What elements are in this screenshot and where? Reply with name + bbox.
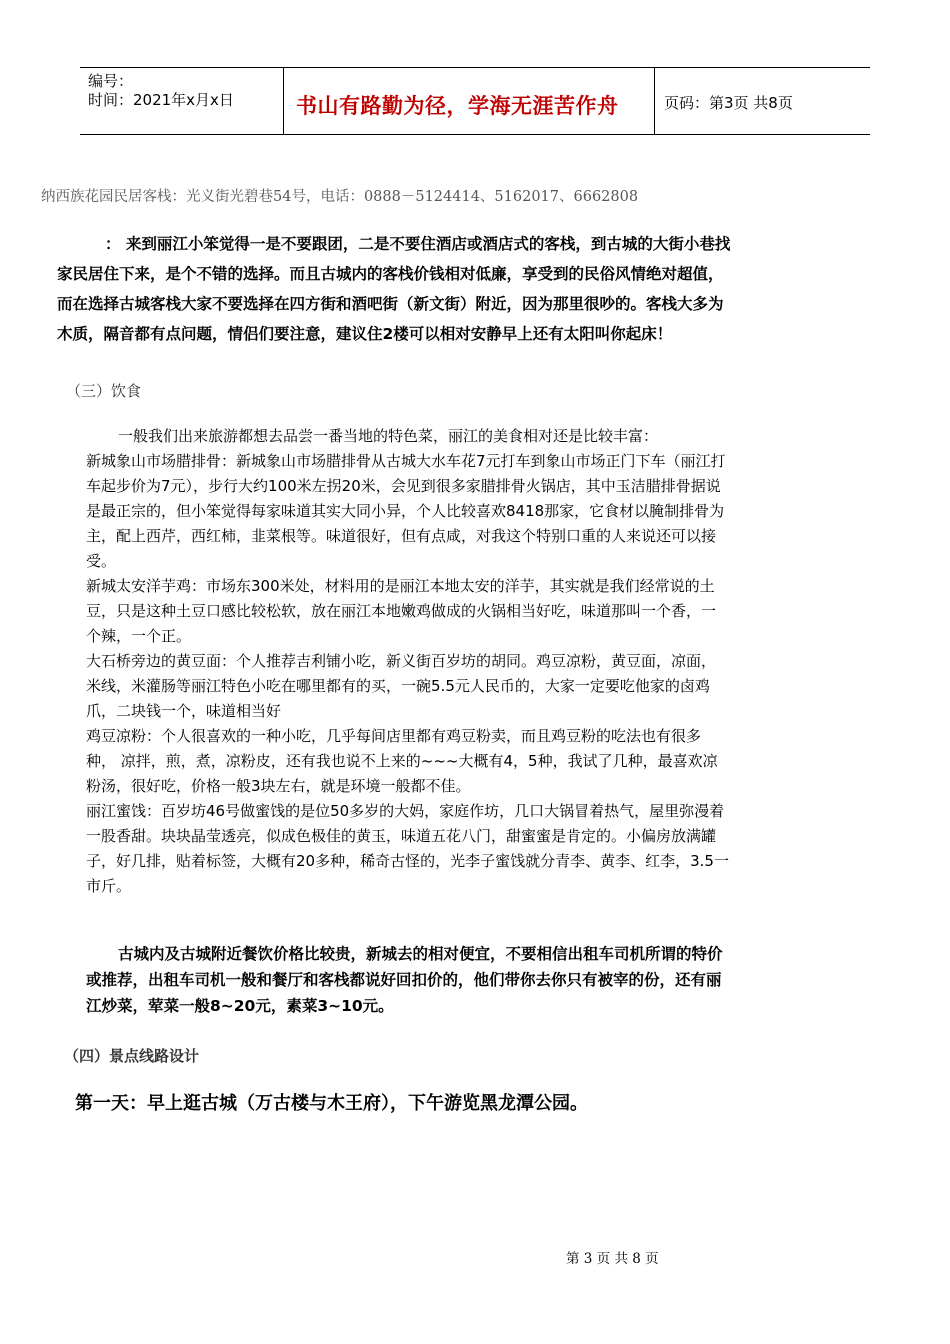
header-number-label: 编号： <box>88 72 134 90</box>
header-divider-right <box>654 67 655 135</box>
header-top-border <box>80 67 870 68</box>
page-footer: 第 3 页 共 8 页 <box>566 1251 659 1267</box>
food-item-jidouliangfen: 鸡豆凉粉：个人很喜欢的一种小吃，几乎每间店里都有鸡豆粉卖，而且鸡豆粉的吃法也有很多种， 凉拌，煎，煮，凉粉皮，还有我也说不上来的~~~大概有4，5种，我试了几种，最喜欢凉粉汤，很好吃，价格一般3块左右，就是环境一般都不佳。 <box>86 727 718 795</box>
food-item-mijian: 丽江蜜饯：百岁坊46号做蜜饯的是位50多岁的大妈，家庭作坊，几口大锅冒着热气，屋里弥漫着一股香甜。块块晶莹透亮，似成色极佳的黄玉，味道五花八门，甜蜜蜜是肯定的。小偏房放满罐子，好几排，贴着标签，大概有20多种，稀奇古怪的，光李子蜜饯就分青李、黄李、红李，3.5一市斤。 <box>86 802 729 895</box>
header-divider-left <box>283 67 284 135</box>
food-item-yangyuji: 新城太安洋芋鸡：市场东300米处，材料用的是丽江本地太安的洋芋，其实就是我们经常说的土豆，只是这种土豆口感比较松软，放在丽江本地嫩鸡做成的火锅相当好吃，味道那叫一个香，一个辣，一个正。 <box>86 577 717 645</box>
food-section <box>86 424 730 899</box>
food-item-lapaigu: 新城象山市场腊排骨：新城象山市场腊排骨从古城大水车花7元打车到象山市场正门下车（丽江打车起步价为7元），步行大约100米左拐20米，会见到很多家腊排骨火锅店，其中玉洁腊排骨据说是最正宗的，但小笨觉得每家味道其实大同小异，个人比较喜欢8418那家，它食材以腌制排骨为主，配上西芹，西红柿，韭菜根等。味道很好，但有点咸，对我这个特别口重的人来说还可以接受。 <box>86 452 726 570</box>
header-bottom-border <box>80 134 870 135</box>
dining-price-advice: 古城内及古城附近餐饮价格比较贵，新城去的相对便宜，不要相信出租车司机所谓的特价或推荐，出租车司机一般和餐厅和客栈都说好回扣价的，他们带你去你只有被宰的份，还有丽江炒菜，荤菜一般8~20元，素菜3~10元。 <box>86 945 723 1015</box>
address-line: 纳西族花园民居客栈：光义街光碧巷54号，电话：0888－5124414、5162017、6662808 <box>41 189 639 205</box>
header-motto: 书山有路勤为径，学海无涯苦作舟 <box>296 94 619 118</box>
header-page-label: 页码：第3页 共8页 <box>664 94 793 112</box>
day-one-itinerary: 第一天：早上逛古城（万古楼与木王府），下午游览黑龙潭公园。 <box>75 1093 588 1114</box>
food-item-huangdoumian: 大石桥旁边的黄豆面：个人推荐吉利铺小吃，新义街百岁坊的胡同。鸡豆凉粉，黄豆面，凉面，米线，米灌肠等丽江特色小吃在哪里都有的买，一碗5.5元人民币的，大家一定要吃他家的卤鸡爪，二块钱一个，味道相当好 <box>86 652 717 720</box>
section-route-heading: （四）景点线路设计 <box>64 1047 200 1065</box>
accommodation-advice: ： 来到丽江小笨觉得一是不要跟团，二是不要住酒店或酒店式的客栈，到古城的大街小巷找家民居住下来，是个不错的选择。而且古城内的客栈价钱相对低廉，享受到的民俗风情绝对超值，而在选择古城客栈大家不要选择在四方街和酒吧街（新文街）附近，因为那里很吵的。客栈大多为木质，隔音都有点问题，情侣们要注意，建议住2楼可以相对安静早上还有太阳叫你起床！ <box>57 235 731 343</box>
header-time-label: 时间：2021年x月x日 <box>88 91 234 109</box>
food-intro: 一般我们出来旅游都想去品尝一番当地的特色菜，丽江的美食相对还是比较丰富： <box>118 427 659 445</box>
section-food-heading: （三）饮食 <box>66 382 142 400</box>
